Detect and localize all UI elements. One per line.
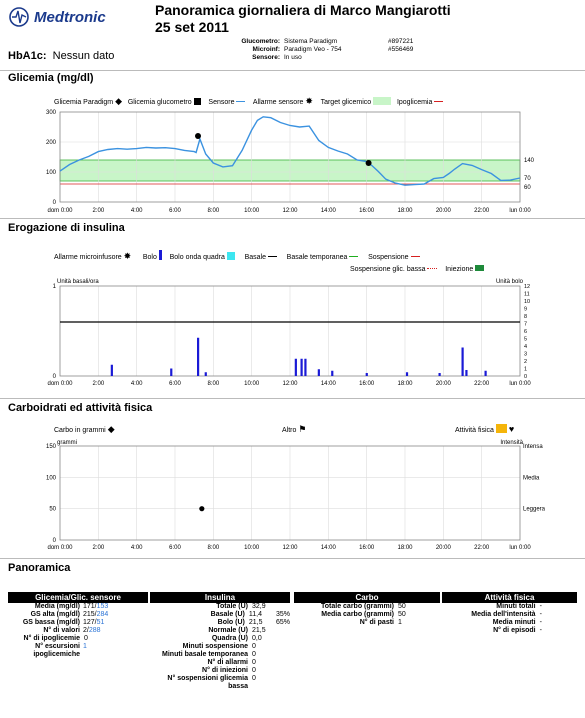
bolus-bar	[197, 338, 199, 376]
legend-glicemia-glucometro: Glicemia glucometro	[127, 99, 192, 106]
legend-attivita: Attività fisica	[455, 427, 494, 434]
summary-row	[150, 643, 290, 651]
summary-header: Attività fisica	[442, 592, 577, 603]
x-tick-label: lun 0:00	[509, 208, 531, 214]
x-tick-label: 12:00	[282, 208, 298, 214]
x-tick-label: 10:00	[244, 545, 260, 551]
y-tick-label-right: 2	[524, 359, 528, 365]
intensity-label: Intensa	[523, 444, 543, 450]
bolus-bar	[205, 372, 207, 376]
y-tick-label-right: 0	[524, 374, 528, 380]
summary-header: Glicemia/Glic. sensore	[8, 592, 148, 603]
carb-marker-icon: ◆	[107, 424, 115, 434]
legend-sensore: Sensore	[208, 99, 235, 106]
summary-row	[150, 667, 290, 675]
summary-row	[8, 603, 148, 611]
x-tick-label: 6:00	[169, 381, 181, 387]
summary-value: 1	[398, 619, 402, 626]
summary-label: N° escursioni ipoglicemiche	[33, 643, 80, 658]
summary-row	[150, 635, 290, 643]
summary-label: N° di iniezioni	[202, 667, 248, 674]
summary-header: Insulina	[150, 592, 290, 603]
summary-value-secondary: 288	[88, 627, 101, 634]
summary-value: 215/	[83, 611, 97, 618]
y-axis-label-left: grammi	[57, 440, 78, 446]
summary-header: Carbo	[294, 592, 440, 603]
summary-row	[150, 659, 290, 667]
summary-label: N° di allarmi	[207, 659, 248, 666]
y-tick-label-right: 1	[524, 366, 528, 373]
bolus-bar	[439, 373, 441, 376]
legend-basale: Basale	[244, 254, 266, 261]
y-tick-label: 100	[45, 475, 56, 482]
summary-value-secondary: 153	[96, 603, 109, 610]
x-tick-label: lun 0:00	[509, 545, 531, 551]
glucometer-point	[195, 133, 201, 139]
y-axis-label-right: Unità bolo	[495, 279, 523, 285]
y-tick-label-right: 9	[524, 306, 528, 313]
bolus-bar	[366, 373, 368, 376]
paradigm-marker-icon: ◆	[115, 96, 123, 106]
summary-row	[8, 619, 148, 627]
x-tick-label: 16:00	[359, 208, 375, 214]
y-tick-label: 200	[45, 140, 56, 146]
device-label: Microinf:	[252, 46, 280, 53]
x-tick-label: 10:00	[244, 381, 260, 387]
x-tick-label: 4:00	[130, 545, 143, 551]
x-tick-label: 20:00	[435, 208, 451, 214]
summary-label: GS alta (mg/dl)	[30, 611, 80, 618]
summary-value: 21,5	[248, 619, 263, 626]
y-tick-label-left: 0	[52, 374, 56, 380]
legend-altro: Altro	[282, 427, 297, 434]
summary-label: GS bassa (mg/dl)	[22, 619, 80, 626]
x-tick-label: 10:00	[244, 208, 260, 214]
temp-basal-line-icon	[349, 256, 358, 257]
summary-label: Bolo (U)	[217, 619, 245, 626]
legend-carbo: Carbo in grammi	[54, 427, 106, 434]
summary-value-secondary: 65%	[275, 619, 290, 626]
summary-value: 127/	[83, 619, 97, 626]
summary-row	[294, 603, 440, 611]
x-tick-label: 2:00	[92, 381, 105, 387]
bolus-bar	[111, 365, 113, 376]
low-suspend-line-icon	[427, 268, 437, 269]
x-tick-label: 2:00	[92, 545, 105, 551]
medtronic-logo-icon	[8, 6, 30, 28]
summary-label: Media minuti	[492, 619, 536, 626]
square-bolus-icon	[227, 252, 235, 260]
report-title: Panoramica giornaliera di Marco Mangiarotti	[155, 2, 451, 18]
x-tick-label: 20:00	[435, 381, 451, 387]
device-label: Glucometro:	[241, 38, 280, 45]
x-tick-label: lun 0:00	[509, 381, 531, 387]
summary-label: N° di ipoglicemie	[23, 635, 80, 642]
legend-sospensione: Sospensione	[368, 254, 409, 261]
x-tick-label: dom 0:00	[47, 545, 73, 551]
divider	[0, 70, 585, 71]
right-tick-label: 60	[524, 185, 531, 191]
bolus-bar	[465, 370, 467, 376]
sensor-line-icon	[236, 101, 245, 102]
summary-row	[8, 643, 148, 659]
summary-insulina	[150, 592, 290, 691]
summary-label: Media dell'intensità	[471, 611, 536, 618]
summary-row	[294, 611, 440, 619]
heart-icon: ♥	[508, 424, 515, 434]
summary-value: -	[539, 611, 542, 618]
legend-bolo: Bolo	[142, 254, 157, 261]
summary-label: N° di valori	[43, 627, 80, 634]
y-tick-label: 0	[52, 538, 56, 544]
intensity-label: Leggera	[523, 506, 546, 513]
legend-bolo-quadra: Bolo onda quadra	[169, 254, 225, 261]
bolus-bar	[331, 371, 333, 376]
summary-label: N° di episodi	[493, 627, 536, 634]
device-info	[190, 38, 413, 62]
glucose-chart	[0, 104, 585, 214]
summary-value: 0	[252, 667, 256, 674]
x-tick-label: 22:00	[474, 381, 490, 387]
summary-row	[150, 675, 290, 691]
summary-value: 0	[252, 675, 256, 682]
legend-iniezione: Iniezione	[445, 266, 474, 273]
medtronic-logo	[8, 6, 118, 28]
x-tick-label: 16:00	[359, 545, 375, 551]
hypo-line-icon	[434, 101, 443, 102]
device-row	[190, 46, 413, 54]
summary-row	[8, 611, 148, 619]
summary-row	[150, 619, 290, 627]
y-tick-label-right: 5	[524, 336, 528, 343]
x-tick-label: 8:00	[207, 208, 220, 214]
x-tick-label: 14:00	[320, 545, 336, 551]
right-tick-label: 140	[524, 158, 535, 164]
device-serial: #897221	[388, 38, 414, 45]
device-row	[190, 54, 413, 62]
summary-label: Minuti basale temporanea	[162, 651, 248, 658]
x-tick-label: 14:00	[320, 208, 336, 214]
y-tick-label: 150	[45, 444, 56, 450]
summary-row	[8, 627, 148, 635]
x-tick-label: 18:00	[397, 545, 413, 551]
section-panoramica-title: Panoramica	[8, 562, 71, 574]
summary-value: 21,5	[252, 627, 266, 634]
bolus-bar	[406, 372, 408, 376]
summary-label: Media carbo (grammi)	[321, 611, 394, 618]
summary-value: 171/	[83, 603, 97, 610]
x-tick-label: 16:00	[359, 381, 375, 387]
glucometer-point	[366, 160, 372, 166]
x-tick-label: dom 0:00	[47, 381, 73, 387]
summary-label: Basale (U)	[210, 611, 245, 618]
x-tick-label: 4:00	[130, 208, 143, 214]
legend-ipoglicemia: Ipoglicemia	[396, 99, 433, 106]
summary-row	[150, 611, 290, 619]
suspend-line-icon	[411, 256, 420, 257]
summary-row	[150, 627, 290, 635]
bolus-bar	[318, 369, 320, 376]
divider	[0, 398, 585, 399]
y-tick-label-right: 4	[524, 344, 528, 350]
device-row	[190, 38, 413, 46]
summary-value: 0	[252, 651, 256, 658]
bolus-bar	[170, 369, 172, 377]
bolus-bar	[462, 348, 464, 377]
summary-label: Quadra (U)	[211, 635, 248, 642]
bolus-bar	[295, 359, 297, 376]
summary-row	[442, 619, 577, 627]
legend-allarme-micro: Allarme microinfusore	[54, 254, 122, 261]
x-tick-label: 12:00	[282, 381, 298, 387]
activity-swatch-icon	[496, 424, 507, 433]
pump-alarm-icon: ✸	[123, 251, 132, 261]
summary-row	[294, 619, 440, 627]
x-tick-label: 12:00	[282, 545, 298, 551]
bolus-bar	[485, 371, 487, 376]
summary-value: 50	[398, 611, 406, 618]
summary-value: 2/	[83, 627, 89, 634]
y-axis-label-left: Unità basali/ora	[57, 279, 99, 285]
summary-value-secondary: 35%	[275, 611, 290, 618]
y-tick-label: 100	[45, 170, 56, 176]
right-tick-label: 70	[524, 176, 531, 182]
summary-label: Totale (U)	[216, 603, 248, 610]
x-tick-label: 22:00	[474, 545, 490, 551]
summary-row	[150, 603, 290, 611]
y-tick-label-right: 10	[524, 299, 531, 305]
device-value: Paradigm Veo - 754	[284, 46, 342, 53]
divider	[0, 558, 585, 559]
page-title	[155, 2, 451, 36]
y-tick-label-left: 1	[52, 284, 56, 290]
x-tick-label: 8:00	[207, 381, 220, 387]
summary-label: Media (mg/dl)	[34, 603, 80, 610]
y-tick-label: 0	[52, 200, 56, 206]
summary-glicemia	[8, 592, 148, 659]
insulin-chart	[0, 276, 585, 388]
intensity-label: Media	[523, 475, 540, 482]
device-value: In uso	[284, 54, 302, 61]
carbo-legend-mid	[282, 424, 306, 435]
bolus-bar	[301, 359, 303, 376]
report-date: 25 set 2011	[155, 19, 229, 35]
summary-label: Totale carbo (grammi)	[321, 603, 394, 610]
x-tick-label: 18:00	[397, 208, 413, 214]
x-tick-label: 6:00	[169, 545, 181, 551]
summary-value: 0	[252, 659, 256, 666]
device-serial: #556469	[388, 46, 414, 53]
insulin-legend-row2	[350, 265, 484, 273]
summary-label: Normale (U)	[208, 627, 248, 634]
y-axis-label-right: Intensità	[500, 440, 523, 446]
legend-sosp-glic-bassa: Sospensione glic. bassa	[350, 266, 426, 273]
summary-value: -	[539, 627, 542, 634]
summary-row	[442, 603, 577, 611]
y-tick-label-right: 8	[524, 314, 528, 320]
x-tick-label: 22:00	[474, 208, 490, 214]
x-tick-label: 4:00	[130, 381, 143, 387]
summary-value: 50	[398, 603, 406, 610]
y-tick-label-right: 12	[524, 284, 531, 290]
bolus-bar-icon	[159, 250, 162, 260]
summary-row	[442, 627, 577, 635]
y-tick-label-right: 11	[524, 291, 530, 298]
alarm-icon: ✸	[305, 96, 313, 106]
carbo-legend-right	[455, 424, 514, 434]
device-value: Sistema Paradigm	[284, 38, 338, 45]
summary-label: N° sospensioni glicemia bassa	[167, 675, 248, 690]
summary-row	[8, 635, 148, 643]
y-tick-label-right: 6	[524, 329, 528, 335]
x-tick-label: dom 0:00	[47, 208, 73, 214]
legend-glicemia-paradigm: Glicemia Paradigm	[54, 99, 114, 106]
summary-value: 0	[84, 635, 88, 642]
hba1c-label: HbA1c:	[8, 50, 47, 62]
hba1c	[8, 50, 114, 62]
device-label: Sensore:	[252, 54, 280, 61]
x-tick-label: 20:00	[435, 545, 451, 551]
summary-label: Minuti totali	[496, 603, 536, 610]
brand-name: Medtronic	[34, 8, 106, 26]
x-tick-label: 14:00	[320, 381, 336, 387]
summary-carbo	[294, 592, 440, 627]
x-tick-label: 2:00	[92, 208, 105, 214]
section-insulina-title: Erogazione di insulina	[8, 222, 125, 234]
insulin-legend	[54, 250, 420, 262]
section-carbo-title: Carboidrati ed attività fisica	[8, 402, 153, 414]
x-tick-label: 18:00	[397, 381, 413, 387]
x-tick-label: 8:00	[207, 545, 220, 551]
summary-label: Minuti sospensione	[182, 643, 248, 650]
injection-flag-icon	[475, 265, 484, 271]
summary-value: 0	[252, 643, 256, 650]
summary-value-secondary: 51	[96, 619, 105, 626]
legend-allarme-sensore: Allarme sensore	[252, 99, 304, 106]
y-tick-label: 50	[49, 506, 56, 513]
summary-value: 32,9	[252, 603, 266, 610]
bolus-bar	[304, 359, 306, 376]
summary-row	[442, 611, 577, 619]
x-tick-label: 6:00	[169, 208, 181, 214]
summary-value: -	[539, 603, 542, 610]
summary-value: -	[539, 619, 542, 626]
summary-value: 0,0	[252, 635, 262, 642]
basal-line-icon	[268, 256, 277, 257]
summary-label: N° di pasti	[359, 619, 394, 626]
summary-row	[150, 651, 290, 659]
summary-value-secondary: 1	[83, 643, 87, 650]
y-tick-label-right: 3	[524, 351, 528, 358]
summary-attivita	[442, 592, 577, 635]
legend-target: Target glicemico	[320, 99, 372, 106]
y-tick-label: 300	[45, 110, 56, 116]
carbo-legend-left	[54, 424, 115, 435]
carb-point	[199, 506, 204, 511]
summary-value: 11,4	[248, 611, 262, 618]
summary-value-secondary: 284	[96, 611, 109, 618]
other-flag-icon: ⚑	[298, 424, 307, 434]
legend-basale-temp: Basale temporanea	[286, 254, 348, 261]
divider	[0, 218, 585, 219]
y-tick-label-right: 7	[524, 321, 528, 328]
hba1c-value: Nessun dato	[52, 50, 115, 62]
section-glicemia-title: Glicemia (mg/dl)	[8, 72, 94, 84]
carbo-chart	[0, 436, 585, 554]
